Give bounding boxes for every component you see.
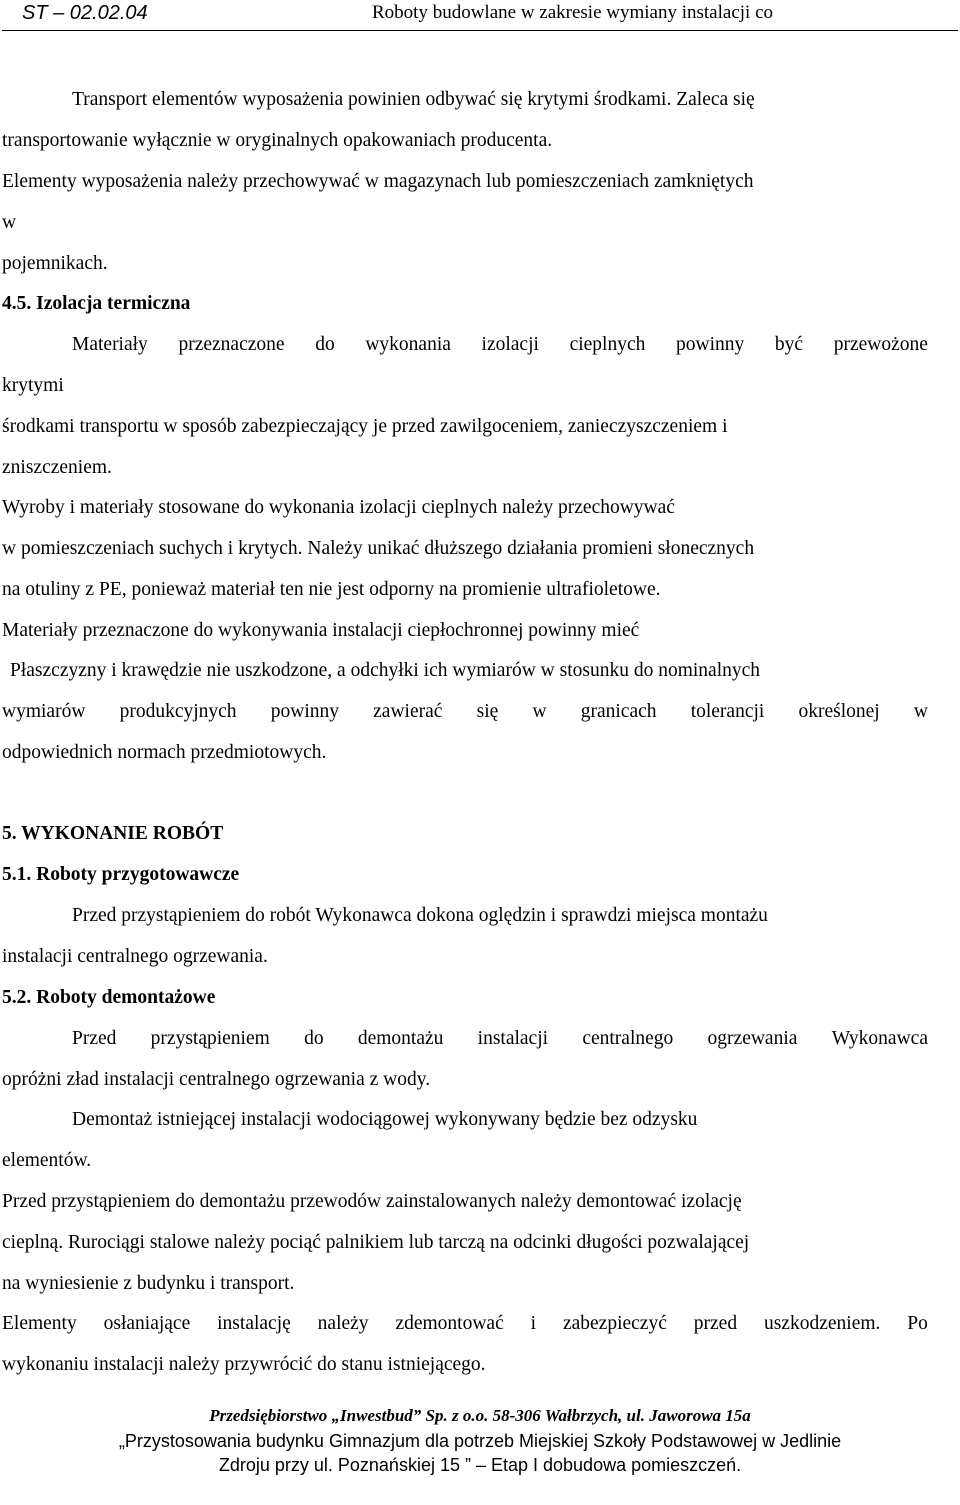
section-heading-5-1: 5.1. Roboty przygotowawcze: [2, 864, 240, 885]
spec-code: ST – 02.02.04: [22, 2, 148, 24]
text-line: transportowanie wyłącznie w oryginalnych opakowaniach producenta.: [2, 130, 553, 151]
text-line: na wyniesienie z budynku i transport.: [2, 1273, 295, 1294]
text-line: Elementy osłaniające instalację należy zdemontować i zabezpieczyć przed uszkodzeniem. Po: [2, 1313, 928, 1334]
text-line: Materiały przeznaczone do wykonania izolacji cieplnych powinny być przewożone: [72, 334, 928, 355]
header-title: Roboty budowlane w zakresie wymiany instalacji co: [372, 2, 774, 23]
text-line: Demontaż istniejącej instalacji wodociągowej wykonywany będzie bez odzysku: [72, 1109, 698, 1130]
text-line: Wyroby i materiały stosowane do wykonania izolacji cieplnych należy przechowywać: [2, 497, 675, 518]
text-line: w pomieszczeniach suchych i krytych. Należy unikać dłuższego działania promieni słonecznych: [2, 538, 755, 559]
section-heading-5: 5. WYKONANIE ROBÓT: [2, 823, 224, 844]
text-line: Przed przystąpieniem do robót Wykonawca dokona oględzin i sprawdzi miejsca montażu: [72, 905, 768, 926]
text-line: cieplną. Rurociągi stalowe należy pociąć palnikiem lub tarczą na odcinki długości pozwalającej: [2, 1232, 750, 1253]
text-line: krytymi: [2, 375, 64, 396]
footer-company: Przedsiębiorstwo „Inwestbud” Sp. z o.o. 58-306 Wałbrzych, ul. Jaworowa 15a: [209, 1406, 751, 1425]
text-line: w: [2, 212, 17, 233]
text-line: pojemnikach.: [2, 253, 108, 274]
text-line: zniszczeniem.: [2, 457, 112, 478]
section-heading-5-2: 5.2. Roboty demontażowe: [2, 987, 216, 1008]
text-line: wymiarów produkcyjnych powinny zawierać się w granicach tolerancji określonej w: [2, 701, 928, 722]
header-rule: [2, 30, 958, 31]
text-line: elementów.: [2, 1150, 92, 1171]
text-line: instalacji centralnego ogrzewania.: [2, 946, 268, 967]
text-line: Transport elementów wyposażenia powinien odbywać się krytymi środkami. Zaleca się: [72, 89, 755, 110]
text-line: Płaszczyzny i krawędzie nie uszkodzone, a odchyłki ich wymiarów w stosunku do nominalnych: [10, 660, 761, 681]
page-header: [0, 0, 960, 30]
text-line: Elementy wyposażenia należy przechowywać w magazynach lub pomieszczeniach zamkniętych: [2, 171, 754, 192]
text-line: Materiały przeznaczone do wykonywania instalacji ciepłochronnej powinny mieć: [2, 620, 640, 641]
text-line: odpowiednich normach przedmiotowych.: [2, 742, 327, 763]
text-line: środkami transportu w sposób zabezpieczający je przed zawilgoceniem, zanieczyszczeniem i: [2, 416, 728, 437]
text-line: opróżni zład instalacji centralnego ogrzewania z wody.: [2, 1069, 431, 1090]
text-line: Przed przystąpieniem do demontażu przewodów zainstalowanych należy demontować izolację: [2, 1191, 742, 1212]
footer-project-line-1: „Przystosowania budynku Gimnazjum dla potrzeb Miejskiej Szkoły Podstawowej w Jedlinie: [118, 1431, 842, 1451]
section-heading-4-5: 4.5. Izolacja termiczna: [2, 293, 191, 314]
text-line: wykonaniu instalacji należy przywrócić do stanu istniejącego.: [2, 1354, 486, 1375]
text-line: Przed przystąpieniem do demontażu instalacji centralnego ogrzewania Wykonawca: [72, 1028, 928, 1049]
text-line: na otuliny z PE, ponieważ materiał ten nie jest odporny na promienie ultrafioletowe.: [2, 579, 661, 600]
footer-project-line-2: Zdroju przy ul. Poznańskiej 15 ” – Etap I dobudowa pomieszczeń.: [218, 1455, 742, 1475]
